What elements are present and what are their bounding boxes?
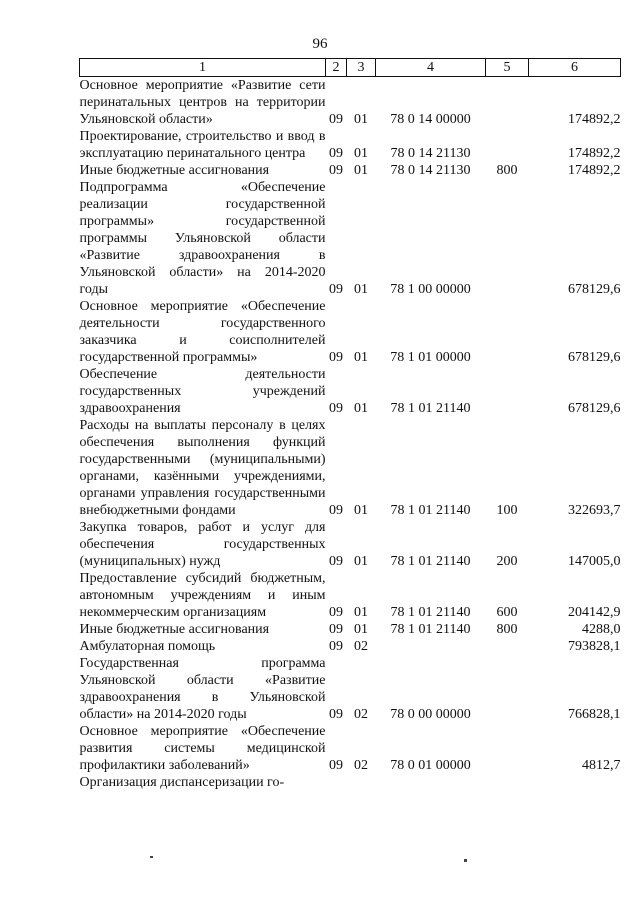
cell-name: Проектирование, строительство и ввод в эксплуатацию перинатального центра <box>79 129 326 161</box>
cell-expense-type <box>486 298 529 366</box>
cell-amount: 174892,2 <box>568 163 621 178</box>
cell-subsection: 01 <box>354 163 368 178</box>
column-header-3: 3 <box>347 59 376 77</box>
cell-amount: 174892,2 <box>568 112 621 127</box>
cell-section: 09 <box>329 758 343 773</box>
cell-amount: 4288,0 <box>582 622 621 637</box>
table-header-row <box>80 59 621 77</box>
cell-name: Иные бюджетные ассигнования <box>79 622 270 637</box>
cell-name: Основное мероприятие «Обеспечение деятельности государственного заказчика и соисполнителей государственной программы» <box>79 299 326 365</box>
cell-amount: 174892,2 <box>568 146 621 161</box>
cell-name: Предоставление субсидий бюджетным, автономным учреждениям и иным некоммерческим организациям <box>79 571 326 620</box>
cell-expense-type <box>486 366 529 417</box>
cell-name: Государственная программа Ульяновской области «Развитие здравоохранения в Ульяновской области» на 2014-2020 годы <box>79 656 326 722</box>
cell-amount: 793828,1 <box>568 639 621 654</box>
cell-subsection <box>347 774 376 791</box>
cell-target-article: 78 0 14 21130 <box>390 146 471 161</box>
column-header-4: 4 <box>376 59 486 77</box>
cell-name: Основное мероприятие «Обеспечение развития системы медицинской профилактики заболеваний» <box>79 724 326 773</box>
cell-subsection: 02 <box>354 758 368 773</box>
cell-subsection: 01 <box>354 146 368 161</box>
table-row <box>80 519 621 570</box>
cell-section: 09 <box>329 503 343 518</box>
cell-name: Основное мероприятие «Развитие сети перинатальных центров на территории Ульяновской области» <box>79 78 326 127</box>
cell-amount: 766828,1 <box>568 707 621 722</box>
cell-name: Расходы на выплаты персоналу в целях обеспечения выполнения функций государственными (муниципальными) органами, казёнными учреждениями, органами управления государственными внебюджетными фондами <box>79 418 326 518</box>
cell-name: Амбулаторная помощь <box>79 639 216 654</box>
table-row <box>80 570 621 621</box>
cell-section: 09 <box>329 622 343 637</box>
cell-expense-type <box>486 179 529 298</box>
cell-subsection: 01 <box>354 282 368 297</box>
cell-name: Закупка товаров, работ и услуг для обеспечения государственных (муниципальных) нужд <box>79 520 326 569</box>
cell-expense-type: 600 <box>496 605 518 620</box>
cell-target-article: 78 0 00 00000 <box>390 707 471 722</box>
cell-expense-type: 800 <box>496 622 518 637</box>
cell-subsection: 01 <box>354 605 368 620</box>
column-header-1: 1 <box>80 59 326 77</box>
scan-mark <box>464 859 467 862</box>
column-header-2: 2 <box>326 59 347 77</box>
cell-target-article: 78 0 14 00000 <box>390 112 471 127</box>
table-row <box>80 638 621 655</box>
cell-target-article: 78 1 01 21140 <box>390 401 471 416</box>
budget-table <box>79 58 621 791</box>
cell-name: Организация диспансеризации го- <box>79 775 285 790</box>
cell-section: 09 <box>329 639 343 654</box>
cell-name: Иные бюджетные ассигнования <box>79 163 270 178</box>
table-row <box>80 179 621 298</box>
page-number: 96 <box>312 36 328 52</box>
cell-subsection: 01 <box>354 112 368 127</box>
cell-subsection: 01 <box>354 554 368 569</box>
column-header-6: 6 <box>529 59 621 77</box>
cell-section <box>326 774 347 791</box>
cell-name: Обеспечение деятельности государственных учреждений здравоохранения <box>79 367 326 416</box>
cell-target-article: 78 1 01 21140 <box>390 554 471 569</box>
cell-amount: 147005,0 <box>568 554 621 569</box>
cell-expense-type <box>486 655 529 723</box>
cell-section: 09 <box>329 146 343 161</box>
cell-section: 09 <box>329 401 343 416</box>
cell-subsection: 01 <box>354 622 368 637</box>
cell-expense-type <box>486 77 529 129</box>
scan-mark <box>150 856 153 858</box>
cell-expense-type <box>486 638 529 655</box>
table-row <box>80 162 621 179</box>
cell-expense-type <box>486 774 529 791</box>
cell-target-article <box>376 774 486 791</box>
table-row <box>80 298 621 366</box>
table-row <box>80 774 621 791</box>
cell-target-article: 78 1 01 21140 <box>390 605 471 620</box>
cell-amount: 322693,7 <box>568 503 621 518</box>
cell-amount <box>529 774 621 791</box>
cell-target-article: 78 1 01 00000 <box>390 350 471 365</box>
cell-expense-type <box>486 128 529 162</box>
column-header-5: 5 <box>486 59 529 77</box>
cell-target-article <box>376 638 486 655</box>
cell-section: 09 <box>329 163 343 178</box>
cell-section: 09 <box>329 554 343 569</box>
cell-target-article: 78 1 01 21140 <box>390 503 471 518</box>
table-row <box>80 77 621 129</box>
cell-section: 09 <box>329 605 343 620</box>
cell-subsection: 02 <box>354 639 368 654</box>
cell-amount: 678129,6 <box>568 350 621 365</box>
table-row <box>80 655 621 723</box>
cell-name: Подпрограмма «Обеспечение реализации государственной программы» государственной программы Ульяновской области «Развитие здравоохранения в Ульяновской области» на 2014-2020 годы <box>79 180 326 297</box>
cell-expense-type: 100 <box>496 503 518 518</box>
cell-amount: 4812,7 <box>582 758 621 773</box>
table-row <box>80 723 621 774</box>
cell-section: 09 <box>329 707 343 722</box>
table-row <box>80 366 621 417</box>
cell-expense-type <box>486 723 529 774</box>
cell-amount: 204142,9 <box>568 605 621 620</box>
table-row <box>80 128 621 162</box>
cell-target-article: 78 1 01 21140 <box>390 622 471 637</box>
cell-subsection: 01 <box>354 503 368 518</box>
cell-amount: 678129,6 <box>568 282 621 297</box>
cell-amount: 678129,6 <box>568 401 621 416</box>
cell-section: 09 <box>329 112 343 127</box>
cell-section: 09 <box>329 350 343 365</box>
cell-subsection: 01 <box>354 401 368 416</box>
cell-subsection: 01 <box>354 350 368 365</box>
table-row <box>80 621 621 638</box>
table-row <box>80 417 621 519</box>
cell-target-article: 78 1 00 00000 <box>390 282 471 297</box>
cell-section: 09 <box>329 282 343 297</box>
cell-subsection: 02 <box>354 707 368 722</box>
cell-target-article: 78 0 14 21130 <box>390 163 471 178</box>
cell-expense-type: 800 <box>496 163 518 178</box>
cell-expense-type: 200 <box>496 554 518 569</box>
cell-target-article: 78 0 01 00000 <box>390 758 471 773</box>
